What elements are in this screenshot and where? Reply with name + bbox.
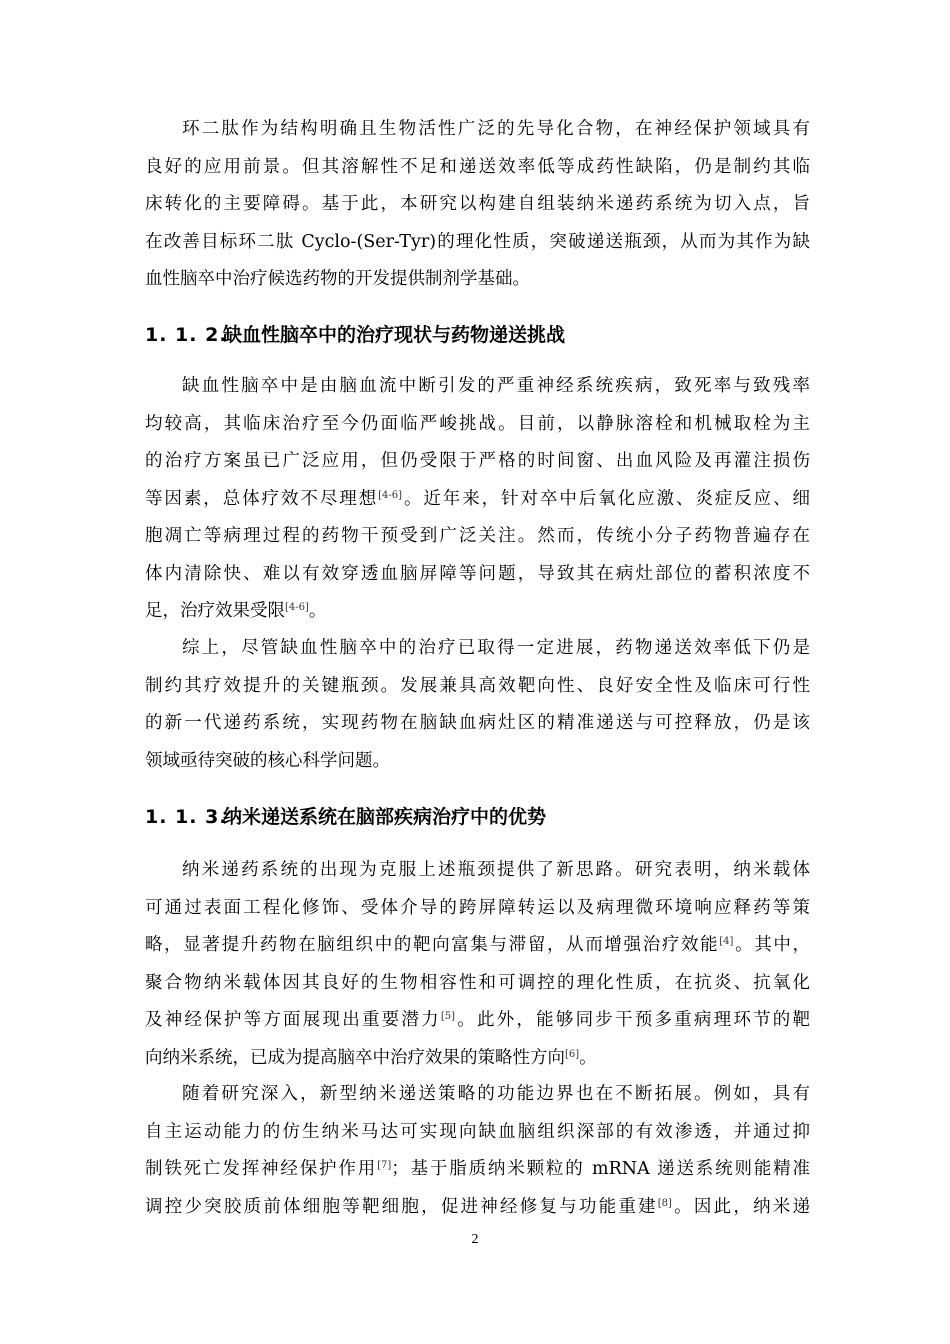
text-line: 聚合物纳米载体因其良好的生物相容性和可调控的理化性质，在抗炎、抗氧化 <box>145 972 810 993</box>
text-line: 床转化的主要障碍。基于此，本研究以构建自组装纳米递药系统为切入点，旨 <box>145 194 810 214</box>
citation: [4] <box>719 936 734 947</box>
text-line: 制约其疗效提升的关键瓶颈。发展兼具高效靶向性、良好安全性及临床可行性 <box>145 675 810 696</box>
text-line: 向纳米系统，已成为提高脑卒中治疗效果的策略性方向[6]。 <box>145 1047 597 1068</box>
text-line: 领域亟待突破的核心科学问题。 <box>145 750 390 771</box>
section-number: 1. 1. 3. <box>145 806 228 828</box>
text-line: 在改善目标环二肽 Cyclo-(Ser-Tyr)的理化性质，突破递送瓶颈，从而为其作为缺 <box>145 231 810 252</box>
paragraph-summary <box>145 630 810 780</box>
text-line: 等因素，总体疗效不尽理想[4-6]。近年来，针对卒中后氧化应激、炎症反应、细 <box>145 488 810 509</box>
text-line: 良好的应用前景。但其溶解性不足和递送效率低等成药性缺陷，仍是制约其临 <box>145 156 810 177</box>
paragraph-nano-advantages <box>145 852 810 1077</box>
citation: [5] <box>440 1011 456 1022</box>
paragraph-intro <box>145 111 810 299</box>
page-number: 2 <box>471 1232 479 1247</box>
citation: [7] <box>377 1160 392 1171</box>
citation: [6] <box>565 1048 580 1060</box>
text-line: 体内清除快、难以有效穿透血脑屏障等问题，导致其在病灶部位的蓄积浓度不 <box>145 563 810 584</box>
text-line: 足，治疗效果受限[4-6]。 <box>145 601 327 621</box>
text-line: 的治疗方案虽已广泛应用，但仍受限于严格的时间窗、出血风险及再灌注损伤 <box>145 451 810 471</box>
text-line: 纳米递药系统的出现为克服上述瓶颈提供了新思路。研究表明，纳米载体 <box>182 860 810 880</box>
text-line: 综上，尽管缺血性脑卒中的治疗已取得一定进展，药物递送效率低下仍是 <box>182 638 810 658</box>
text-line: 环二肽作为结构明确且生物活性广泛的先导化合物，在神经保护领域具有 <box>182 119 810 139</box>
section-title: 缺血性脑卒中的治疗现状与药物递送挑战 <box>223 324 566 346</box>
text-line: 制铁死亡发挥神经保护作用[7]；基于脂质纳米颗粒的 mRNA 递送系统则能精准 <box>145 1159 810 1179</box>
section-heading-1-1-3 <box>145 802 546 829</box>
text-line: 略，显著提升药物在脑组织中的靶向富集与滞留，从而增强治疗效能[4]。其中， <box>145 935 811 955</box>
text-line: 自主运动能力的仿生纳米马达可实现向缺血脑组织深部的有效渗透，并通过抑 <box>145 1121 810 1142</box>
paragraph-treatment-status <box>145 368 810 631</box>
text-line: 随着研究深入，新型纳米递送策略的功能边界也在不断拓展。例如，具有 <box>182 1084 810 1104</box>
section-heading-1-1-2 <box>145 320 565 347</box>
text-line: 的新一代递药系统，实现药物在脑缺血病灶区的精准递送与可控释放，仍是该 <box>145 713 810 733</box>
text-line: 均较高，其临床治疗至今仍面临严峻挑战。目前，以静脉溶栓和机械取栓为主 <box>145 413 810 434</box>
paragraph-new-strategies <box>145 1076 810 1226</box>
citation: [4-6] <box>378 489 403 501</box>
text-line: 缺血性脑卒中是由脑血流中断引发的严重神经系统疾病，致死率与致残率 <box>182 376 810 396</box>
text-line: 血性脑卒中治疗候选药物的开发提供制剂学基础。 <box>145 269 530 289</box>
citation: [4-6] <box>285 602 309 613</box>
section-number: 1. 1. 2. <box>145 324 228 346</box>
text-line: 及神经保护等方面展现出重要潜力[5]。此外，能够同步干预多重病理环节的靶 <box>145 1010 811 1030</box>
text-line: 可通过表面工程化修饰、受体介导的跨屏障转运以及病理微环境响应释药等策 <box>145 897 810 918</box>
text-line: 胞凋亡等病理过程的药物干预受到广泛关注。然而，传统小分子药物普遍存在 <box>145 526 810 546</box>
section-title: 纳米递送系统在脑部疾病治疗中的优势 <box>223 806 547 828</box>
text-line: 调控少突胶质前体细胞等靶细胞，促进神经修复与功能重建[8]。因此，纳米递 <box>145 1196 811 1217</box>
citation: [8] <box>657 1197 672 1209</box>
